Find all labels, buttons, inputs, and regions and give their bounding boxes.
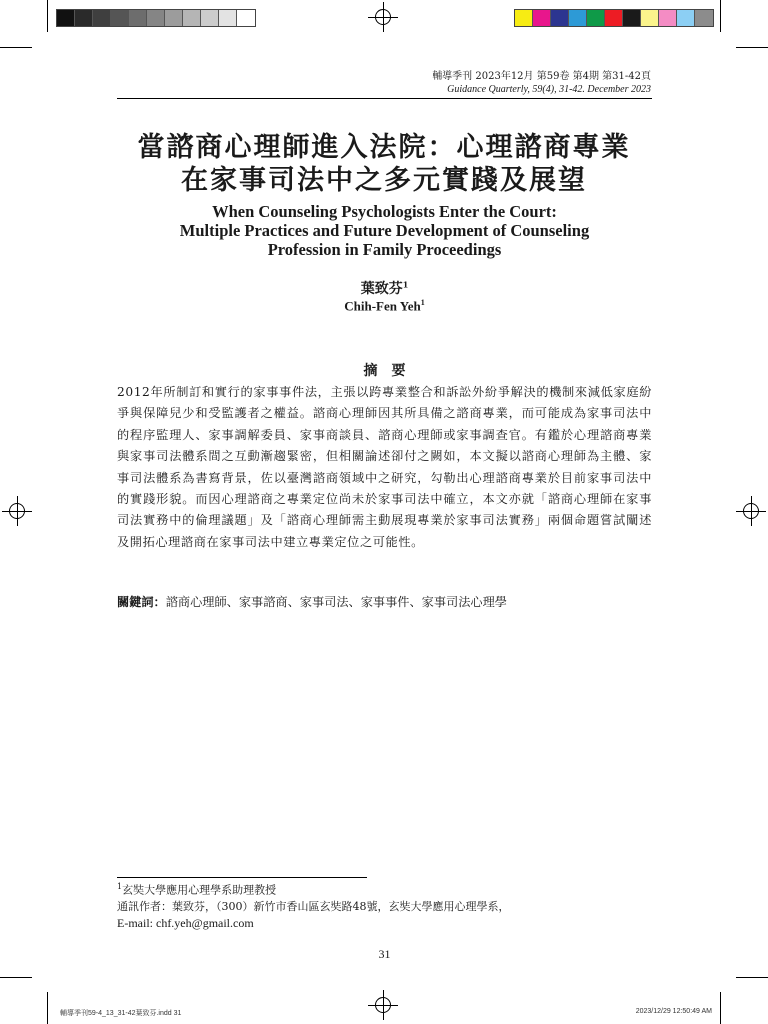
author-zh-name: 葉致芬	[360, 281, 403, 297]
author-affiliation-sup: 1	[402, 279, 409, 290]
keywords-text: 諮商心理師、家事諮商、家事司法、家事事件、家事司法心理學	[165, 595, 507, 609]
color-swatch	[677, 10, 695, 26]
registration-mark-icon	[368, 2, 398, 32]
title-zh-line1: 當諮商心理師進入法院：心理諮商專業	[137, 132, 631, 163]
footnote-correspondence: 通訊作者：葉致芬，（300）新竹市香山區玄奘路48號，玄奘大學應用心理學系，	[117, 899, 510, 913]
footnote-rule	[117, 877, 367, 878]
footnote-email: E-mail: chf.yeh@gmail.com	[117, 915, 254, 930]
footnote	[117, 879, 652, 931]
page-number: 31	[378, 947, 391, 961]
color-swatch	[147, 10, 165, 26]
color-swatch	[659, 10, 677, 26]
crop-mark	[0, 47, 32, 48]
crop-mark	[720, 992, 721, 1024]
color-swatch	[183, 10, 201, 26]
abstract-heading: 摘要	[363, 363, 420, 379]
color-swatch	[533, 10, 551, 26]
color-swatch	[219, 10, 237, 26]
footnote-affiliation-text: 玄奘大學應用心理學系助理教授	[122, 883, 277, 897]
title-en-line1: When Counseling Psychologists Enter the Court:	[212, 202, 557, 221]
color-swatch	[695, 10, 713, 26]
abstract-body: 2012年所制訂和實行的家事事件法，主張以跨專業整合和訴訟外紛爭解決的機制來減低家庭紛爭與保障兒少和受監護者之權益。諮商心理師因其所具備之諮商專業，而可能成為家事司法中的程序監理人、家事調解委員、家事商談員、諮商心理師或家事調查官。有鑑於心理諮商專業與家事司法體系間之互動漸趨緊密，但相關論述卻付之闕如，本文擬以諮商心理師為主體、家事司法體系為書寫背景，佐以臺灣諮商領域中之研究，勾勒出心理諮商專業於目前家事司法中的實踐形貌。而因心理諮商之專業定位尚未於家事司法中確立，本文亦就「諮商心理師在家事司法實務中的倫理議題」及「諮商心理師需主動展現專業於家事司法實務」兩個命題嘗試闡述及開拓心理諮商在家事司法中建立專業定位之可能性。	[117, 385, 652, 549]
header-rule	[117, 98, 652, 99]
registration-mark-icon	[736, 496, 766, 526]
slug-timestamp: 2023/12/29 12:50:49 AM	[635, 1008, 712, 1015]
author-en-sup: 1	[420, 298, 425, 307]
footnote-affiliation	[117, 879, 652, 899]
crop-mark	[0, 977, 32, 978]
color-swatch	[623, 10, 641, 26]
color-swatch	[129, 10, 147, 26]
author-en-name: Chih-Fen Yeh	[344, 298, 421, 314]
color-swatch	[605, 10, 623, 26]
registration-mark-icon	[2, 496, 32, 526]
crop-mark	[736, 47, 768, 48]
color-swatch	[641, 10, 659, 26]
registration-mark-icon	[368, 990, 398, 1020]
color-swatch	[237, 10, 255, 26]
crop-mark	[47, 992, 48, 1024]
color-swatch	[569, 10, 587, 26]
color-bar	[514, 9, 714, 27]
color-swatch	[165, 10, 183, 26]
color-swatch	[587, 10, 605, 26]
color-swatch	[201, 10, 219, 26]
color-swatch	[75, 10, 93, 26]
color-swatch	[93, 10, 111, 26]
slug-filename: 輔導季刊59-4_13_31-42葉致芬.indd 31	[60, 1010, 182, 1017]
color-swatch	[551, 10, 569, 26]
title-zh-line2: 在家事司法中之多元實踐及展望	[181, 165, 587, 196]
title-en-line2: Multiple Practices and Future Development of Counseling	[179, 221, 590, 240]
keywords-label: 關鍵詞：	[117, 595, 166, 609]
grayscale-bar	[56, 9, 256, 27]
color-swatch	[515, 10, 533, 26]
author-en	[117, 298, 652, 314]
footnote-sup: 1	[117, 882, 123, 891]
running-header-zh: 輔導季刊 2023年12月 第59卷 第4期 第31-42頁	[432, 71, 651, 82]
crop-mark	[720, 0, 721, 32]
keywords	[117, 593, 652, 610]
running-header-en: Guidance Quarterly, 59(4), 31-42. December 2023	[447, 84, 651, 95]
crop-mark	[47, 0, 48, 32]
crop-mark	[736, 977, 768, 978]
color-swatch	[57, 10, 75, 26]
author-zh	[117, 278, 652, 298]
title-en-line3: Profession in Family Proceedings	[267, 240, 502, 259]
color-swatch	[111, 10, 129, 26]
